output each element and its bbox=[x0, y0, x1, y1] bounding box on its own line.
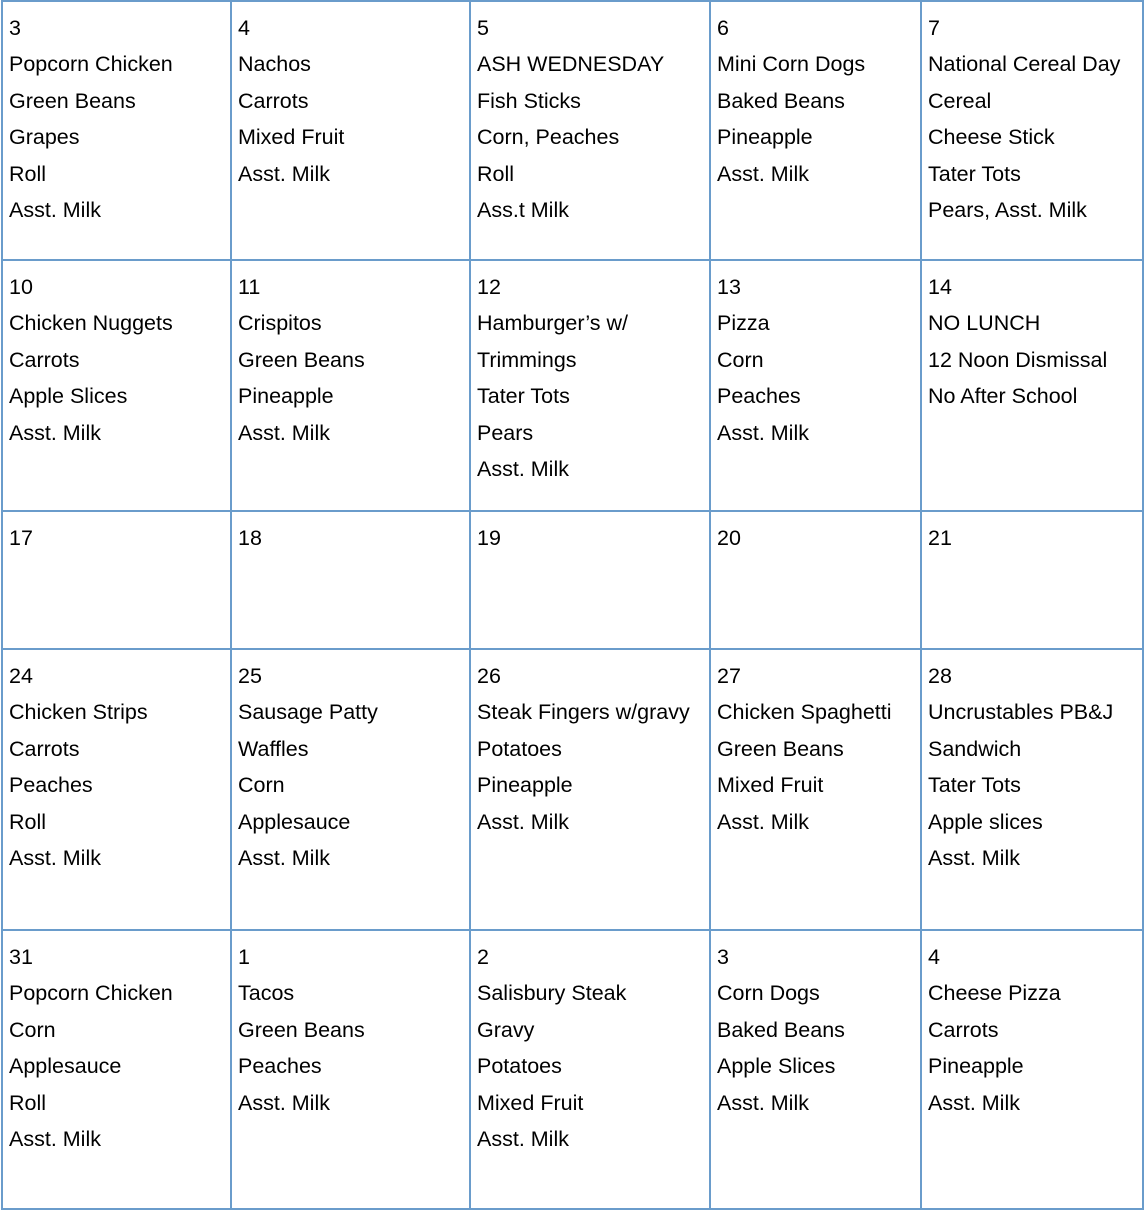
menu-item: Apple Slices bbox=[9, 384, 128, 409]
day-number: 1 bbox=[238, 945, 250, 969]
menu-item: Pineapple bbox=[238, 384, 334, 409]
menu-item: Sandwich bbox=[928, 736, 1022, 761]
day-number: 3 bbox=[9, 16, 21, 40]
calendar-week-row bbox=[2, 260, 1143, 511]
menu-item: Carrots bbox=[9, 347, 80, 372]
menu-item: Corn bbox=[9, 1017, 56, 1042]
day-number: 27 bbox=[717, 664, 741, 688]
day-cell bbox=[921, 649, 1143, 930]
menu-item: Mixed Fruit bbox=[717, 773, 824, 798]
menu-item: Mixed Fruit bbox=[238, 125, 345, 150]
day-number: 6 bbox=[717, 16, 729, 40]
menu-item: Chicken Spaghetti bbox=[717, 700, 892, 725]
menu-item: Popcorn Chicken bbox=[9, 981, 173, 1006]
menu-item: Corn Dogs bbox=[717, 981, 820, 1006]
day-cell bbox=[231, 649, 470, 930]
menu-item: Ass.t Milk bbox=[477, 197, 569, 222]
menu-item: Peaches bbox=[717, 384, 801, 409]
day-cell bbox=[2, 260, 231, 511]
menu-item: Asst. Milk bbox=[9, 1126, 101, 1151]
menu-item: Asst. Milk bbox=[928, 845, 1020, 870]
day-number: 17 bbox=[9, 526, 33, 550]
menu-item: Tater Tots bbox=[928, 773, 1021, 798]
menu-item: Asst. Milk bbox=[9, 197, 101, 222]
day-number: 2 bbox=[477, 945, 489, 969]
day-cell bbox=[231, 1, 470, 260]
day-number: 14 bbox=[928, 275, 952, 299]
day-cell bbox=[2, 511, 231, 649]
menu-item: Asst. Milk bbox=[477, 456, 569, 481]
menu-item: Steak Fingers w/gravy bbox=[477, 700, 690, 725]
day-cell bbox=[710, 649, 921, 930]
calendar-week-row bbox=[2, 511, 1143, 649]
menu-item: Pears bbox=[477, 420, 534, 445]
menu-item: Peaches bbox=[9, 773, 93, 798]
menu-item: Green Beans bbox=[9, 88, 136, 113]
day-number: 4 bbox=[238, 16, 250, 40]
day-number: 11 bbox=[238, 275, 261, 299]
menu-item: Apple slices bbox=[928, 809, 1043, 834]
day-number: 5 bbox=[477, 16, 489, 40]
menu-item: Fish Sticks bbox=[477, 88, 581, 113]
menu-item: ASH WEDNESDAY bbox=[477, 52, 665, 77]
day-cell bbox=[2, 1, 231, 260]
day-number: 24 bbox=[9, 664, 33, 688]
day-cell bbox=[710, 511, 921, 649]
menu-item: National Cereal Day bbox=[928, 52, 1121, 77]
menu-item: Baked Beans bbox=[717, 88, 845, 113]
calendar-week-row bbox=[2, 649, 1143, 930]
menu-item: Green Beans bbox=[717, 736, 844, 761]
menu-item: Asst. Milk bbox=[477, 809, 569, 834]
day-number: 4 bbox=[928, 945, 940, 969]
day-cell bbox=[231, 260, 470, 511]
menu-item: Nachos bbox=[238, 52, 311, 77]
menu-item: Grapes bbox=[9, 125, 80, 150]
menu-item: Carrots bbox=[9, 736, 80, 761]
menu-item: Chicken Strips bbox=[9, 700, 148, 725]
menu-item: Pizza bbox=[717, 311, 770, 336]
menu-item: Asst. Milk bbox=[717, 161, 809, 186]
menu-item: Asst. Milk bbox=[9, 420, 101, 445]
menu-item: Peaches bbox=[238, 1054, 322, 1079]
day-cell bbox=[710, 930, 921, 1209]
menu-item: Roll bbox=[9, 1090, 47, 1115]
menu-item: Crispitos bbox=[238, 311, 322, 336]
day-number: 18 bbox=[238, 526, 262, 550]
menu-item: Applesauce bbox=[9, 1054, 122, 1079]
menu-item: Pineapple bbox=[477, 773, 573, 798]
day-number: 21 bbox=[928, 526, 952, 550]
day-number: 25 bbox=[238, 664, 262, 688]
menu-item: Pineapple bbox=[717, 125, 813, 150]
menu-item: Pears, Asst. Milk bbox=[928, 197, 1087, 222]
day-number: 7 bbox=[928, 16, 940, 40]
menu-item: Applesauce bbox=[238, 809, 351, 834]
menu-item: Tater Tots bbox=[928, 161, 1021, 186]
menu-item: Cheese Stick bbox=[928, 125, 1055, 150]
menu-item: Asst. Milk bbox=[477, 1126, 569, 1151]
menu-item: Pineapple bbox=[928, 1054, 1024, 1079]
menu-item: Tater Tots bbox=[477, 384, 570, 409]
menu-item: Trimmings bbox=[477, 347, 577, 372]
menu-item: Asst. Milk bbox=[238, 1090, 330, 1115]
menu-item: Carrots bbox=[238, 88, 309, 113]
day-number: 26 bbox=[477, 664, 501, 688]
menu-item: Hamburger’s w/ bbox=[477, 311, 628, 336]
menu-item: Gravy bbox=[477, 1017, 535, 1042]
day-cell bbox=[231, 511, 470, 649]
day-cell bbox=[921, 260, 1143, 511]
menu-item: Asst. Milk bbox=[238, 420, 330, 445]
menu-item: Apple Slices bbox=[717, 1054, 836, 1079]
menu-item: Potatoes bbox=[477, 736, 562, 761]
menu-item: Roll bbox=[9, 161, 47, 186]
day-cell bbox=[231, 930, 470, 1209]
calendar-week-row bbox=[2, 1, 1143, 260]
day-number: 31 bbox=[9, 945, 33, 969]
menu-item: Roll bbox=[9, 809, 47, 834]
menu-item: Asst. Milk bbox=[238, 845, 330, 870]
menu-item: Potatoes bbox=[477, 1054, 562, 1079]
menu-item: Asst. Milk bbox=[717, 809, 809, 834]
day-cell bbox=[710, 260, 921, 511]
day-number: 12 bbox=[477, 275, 501, 299]
menu-item: Uncrustables PB&J bbox=[928, 700, 1114, 725]
menu-item: Asst. Milk bbox=[238, 161, 330, 186]
menu-item: Green Beans bbox=[238, 347, 365, 372]
menu-item: Baked Beans bbox=[717, 1017, 845, 1042]
menu-item: Waffles bbox=[238, 736, 309, 761]
day-cell bbox=[710, 1, 921, 260]
day-number: 19 bbox=[477, 526, 501, 550]
day-cell bbox=[921, 511, 1143, 649]
menu-item: 12 Noon Dismissal bbox=[928, 347, 1108, 372]
calendar-body bbox=[2, 1, 1143, 1209]
day-cell bbox=[470, 511, 710, 649]
menu-item: Mixed Fruit bbox=[477, 1090, 584, 1115]
day-cell bbox=[2, 649, 231, 930]
menu-item: Asst. Milk bbox=[928, 1090, 1020, 1115]
day-number: 28 bbox=[928, 664, 952, 688]
day-cell bbox=[921, 1, 1143, 260]
menu-item: Asst. Milk bbox=[717, 420, 809, 445]
menu-item: Corn, Peaches bbox=[477, 125, 620, 150]
menu-item: Green Beans bbox=[238, 1017, 365, 1042]
day-number: 13 bbox=[717, 275, 741, 299]
day-cell bbox=[470, 930, 710, 1209]
menu-item: No After School bbox=[928, 384, 1078, 409]
day-cell bbox=[470, 649, 710, 930]
menu-item: Chicken Nuggets bbox=[9, 311, 173, 336]
menu-item: Cheese Pizza bbox=[928, 981, 1061, 1006]
menu-item: Roll bbox=[477, 161, 515, 186]
menu-item: Sausage Patty bbox=[238, 700, 378, 725]
menu-item: Corn bbox=[717, 347, 764, 372]
lunch-menu-calendar bbox=[1, 0, 1144, 1210]
menu-item: Cereal bbox=[928, 88, 992, 113]
day-number: 20 bbox=[717, 526, 741, 550]
menu-item: Popcorn Chicken bbox=[9, 52, 173, 77]
menu-item: Mini Corn Dogs bbox=[717, 52, 866, 77]
calendar-week-row bbox=[2, 930, 1143, 1209]
day-cell bbox=[470, 260, 710, 511]
menu-item: NO LUNCH bbox=[928, 311, 1041, 336]
menu-item: Salisbury Steak bbox=[477, 981, 627, 1006]
menu-item: Asst. Milk bbox=[717, 1090, 809, 1115]
menu-item: Corn bbox=[238, 773, 285, 798]
day-cell bbox=[2, 930, 231, 1209]
day-cell bbox=[921, 930, 1143, 1209]
day-number: 3 bbox=[717, 945, 729, 969]
menu-item: Tacos bbox=[238, 981, 295, 1006]
day-number: 10 bbox=[9, 275, 33, 299]
menu-item: Asst. Milk bbox=[9, 845, 101, 870]
day-cell bbox=[470, 1, 710, 260]
menu-item: Carrots bbox=[928, 1017, 999, 1042]
